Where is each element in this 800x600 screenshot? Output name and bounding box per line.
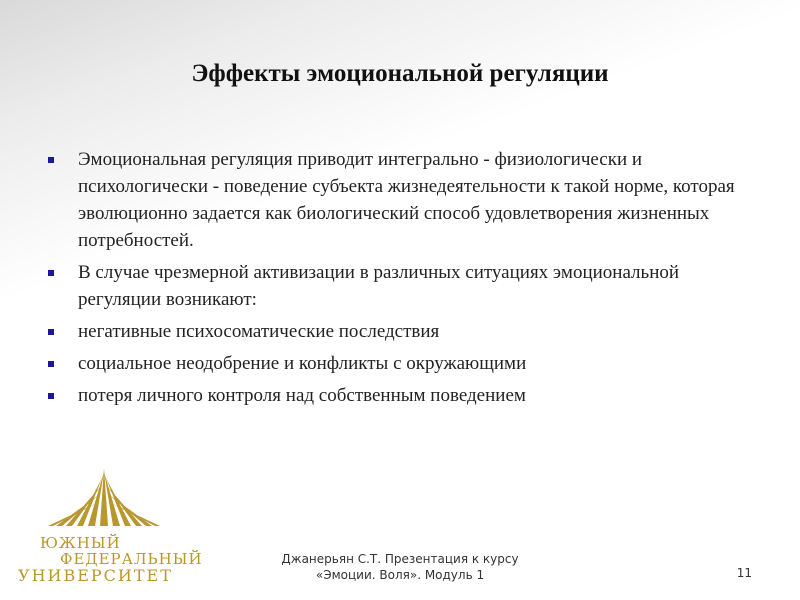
bullet-item: [48, 350, 738, 377]
bullet-text: потеря личного контроля над собственным поведением: [78, 385, 526, 406]
square-bullet-icon: [48, 270, 54, 276]
bullet-item: [48, 259, 738, 313]
square-bullet-icon: [48, 361, 54, 367]
square-bullet-icon: [48, 157, 54, 163]
logo-text-line: УНИВЕРСИТЕТ: [18, 566, 173, 585]
sunburst-emblem-icon: [44, 466, 164, 530]
logo-text-line: ЮЖНЫЙ: [40, 534, 121, 552]
logo-text-line: ФЕДЕРАЛЬНЫЙ: [60, 550, 203, 568]
university-logo: [14, 466, 203, 586]
footer-course: «Эмоции. Воля». Модуль 1: [315, 568, 485, 582]
bullet-item: [48, 146, 738, 254]
page-number: 11: [736, 566, 752, 580]
bullet-text: негативные психосоматические последствия: [78, 321, 440, 342]
bullet-item: [48, 382, 738, 409]
bullet-text: социальное неодобрение и конфликты с окружающими: [78, 353, 527, 374]
slide-title: Эффекты эмоциональной регуляции: [191, 60, 609, 87]
footer-author: Джанерьян С.Т. Презентация к курсу: [281, 552, 519, 566]
bullet-item: [48, 318, 738, 345]
square-bullet-icon: [48, 329, 54, 335]
square-bullet-icon: [48, 393, 54, 399]
bullet-list: [48, 146, 738, 414]
footer-caption: [258, 551, 542, 583]
bullet-text: В случае чрезмерной активизации в различных ситуациях эмоциональной регуляции возникают:: [78, 262, 680, 310]
bullet-text: Эмоциональная регуляция приводит интегрально - физиологически и психологически - поведение субъекта жизнедеятельности к такой норме, которая эволюционно задается как биологический способ удовлетворения жизненных потребностей.: [78, 149, 735, 251]
